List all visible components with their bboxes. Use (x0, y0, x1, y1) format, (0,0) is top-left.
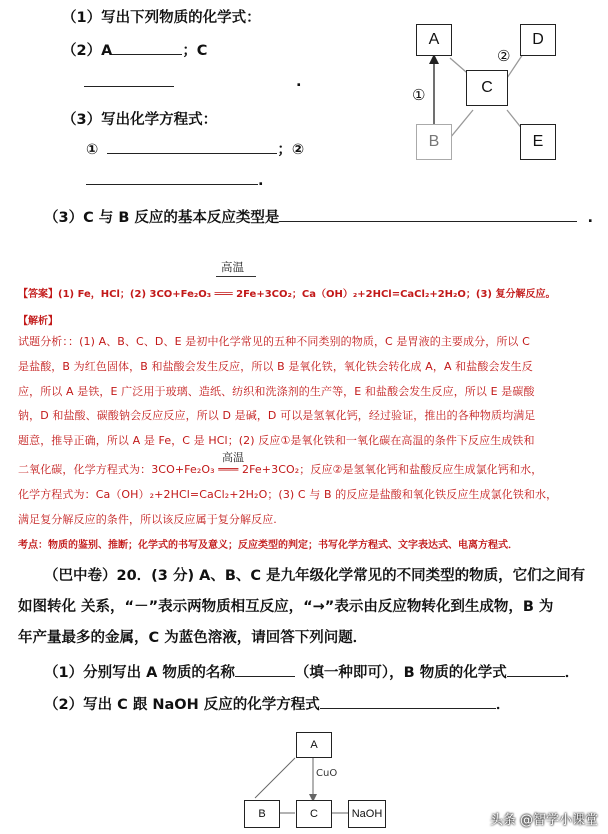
q1-part1: （1）写出下列物质的化学式： (62, 10, 261, 26)
node2-c: C (296, 800, 332, 828)
eq-end: . (258, 173, 264, 189)
label-2: ② (497, 47, 511, 65)
jiexi-heading: 【解析】 (18, 316, 58, 327)
q1-part3b-end: . (587, 210, 593, 226)
q1-part3: （3）写出化学方程式： (62, 112, 218, 128)
analysis-line-2: 是盐酸，B 为红色固体，B 和盐酸会发生反应，所以 B 是氧化铁，氧化铁会转化成 A，A 和盐酸会发生反 (18, 360, 533, 373)
node-e: E (520, 124, 556, 160)
q1-part3b (44, 206, 593, 227)
answer-blank-naoh-eq[interactable] (320, 694, 496, 709)
q2-sub1-b: （填一种即可），B 物质的化学式 (294, 665, 507, 681)
answer-blank-a[interactable] (112, 40, 182, 55)
analysis-line-7: 化学方程式为：Ca（OH）₂+2HCl=CaCl₂+2H₂O；(3) C 与 B 的反应是盐酸和氧化铁反应生成氯化铁和水， (18, 488, 558, 501)
gaowen2-label: 高温 (222, 451, 244, 464)
analysis-line-4: 钠，D 和盐酸、碳酸钠会反应反应，所以 D 是碱，D 可以是氢氧化钙，经过验证，推出的各种物质均满足 (18, 409, 536, 422)
q1-part2-a: （2）A (62, 43, 113, 59)
node2-b: B (244, 800, 280, 828)
analysis-line-3: 应，所以 A 是铁，E 广泛用于玻璃、造纸、纺织和洗涤剂的生产等，E 和盐酸会发生反应，所以 E 是碳酸 (18, 385, 535, 398)
q1-part2-sep: ；C (182, 43, 208, 59)
q2-sub1-a: （1）分别写出 A 物质的名称 (44, 665, 235, 681)
answer-blank-a-name[interactable] (235, 662, 295, 677)
q1-eq-line2 (86, 170, 264, 189)
q1-part2-end: . (296, 74, 302, 90)
q1-part2-line2 (84, 72, 174, 91)
q2-line3: 年产量最多的金属，C 为蓝色溶液，请回答下列问题． (18, 630, 368, 646)
node-b: B (416, 124, 452, 160)
q2-sub1 (44, 661, 579, 682)
node-c: C (466, 70, 508, 106)
label-cuo: CuO (316, 768, 338, 779)
eq1-label: ① (86, 142, 99, 158)
analysis-line-8: 满足复分解反应的条件，所以该反应属于复分解反应. (18, 513, 277, 526)
answer-blank-c[interactable] (84, 72, 174, 87)
answer-blank-b-formula[interactable] (507, 662, 565, 677)
node2-naoh: NaOH (348, 800, 386, 828)
watermark: 头条 @智学小课堂 (489, 813, 598, 828)
kaodian-line: 考点：物质的鉴别、推断；化学式的书写及意义；反应类型的判定；书写化学方程式、文字表达式、电离方程式． (18, 540, 518, 551)
answer-blank-reaction-type[interactable] (279, 207, 577, 222)
gaowen-bar (216, 276, 256, 277)
q1-part3b-text: （3）C 与 B 反应的基本反应类型是 (44, 210, 280, 226)
q1-part2 (62, 39, 207, 60)
gaowen-label (221, 259, 244, 275)
label-1: ① (412, 86, 426, 104)
q2-line2: 如图转化 关系，“－”表示两物质相互反应，“→”表示由反应物转化到生成物，B 为 (18, 599, 554, 615)
q1-eq-line (86, 138, 304, 159)
q2-sub2-a: （2）写出 C 跟 NaOH 反应的化学方程式 (44, 697, 320, 713)
q2-sub2 (44, 693, 510, 714)
answer-blank-eq2[interactable] (86, 170, 258, 185)
answer-line: 【答案】(1) Fe，HCl；(2) 3CO+Fe₂O₃ ═══ 2Fe+3CO₂；Ca（OH）₂+2HCl=CaCl₂+2H₂O；(3) 复分解反应。 (18, 289, 556, 300)
node2-a: A (296, 732, 332, 758)
analysis-line-6: 二氧化碳，化学方程式为：3CO+Fe₂O₃ ═══ 2Fe+3CO₂；反应②是氢氧化钙和盐酸反应生成氯化钙和水， (18, 463, 543, 476)
analysis-line-1: 试题分析：：(1) A、B、C、D、E 是初中化学常见的五种不同类别的物质，C 是胃液的主要成分，所以 C (18, 335, 530, 348)
node-a: A (416, 24, 452, 56)
node-d: D (520, 24, 556, 56)
answer-blank-eq1[interactable] (107, 139, 277, 154)
q2-line1: （巴中卷）20．(3 分) A、B、C 是九年级化学常见的不同类型的物质，它们之间有 (44, 568, 586, 584)
eq2-label: ；② (277, 142, 305, 158)
gaowen-text: 高温 (221, 260, 244, 274)
analysis-line-5: 题意，推导正确，所以 A 是 Fe，C 是 HCl；(2) 反应①是氧化铁和一氧化碳在高温的条件下反应生成铁和 (18, 434, 535, 447)
q2-sub2-end: ． (495, 697, 511, 713)
q2-sub1-end: ． (564, 665, 580, 681)
